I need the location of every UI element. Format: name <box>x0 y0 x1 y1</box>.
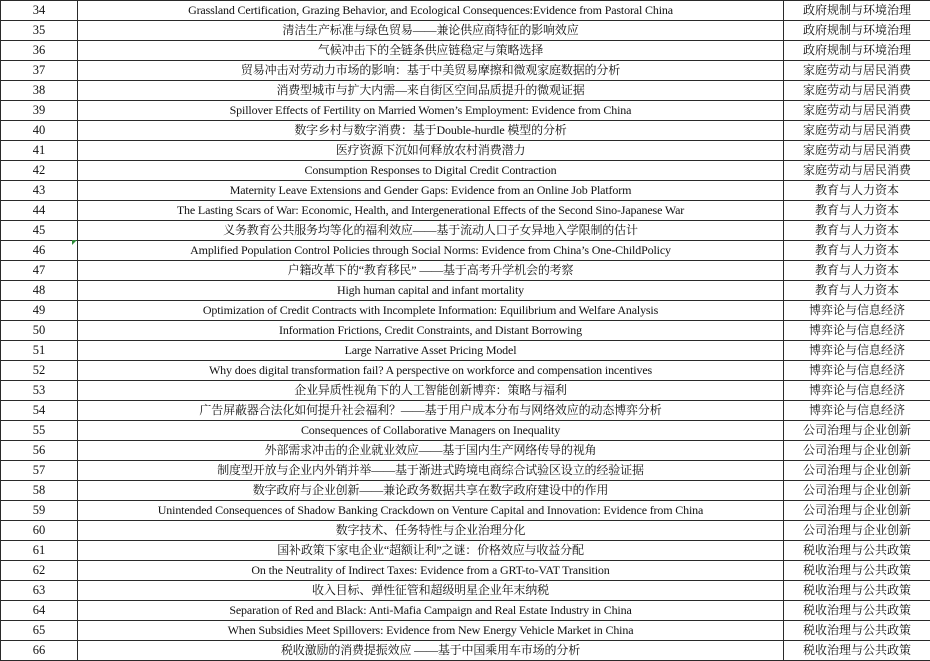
paper-title-cell[interactable]: When Subsidies Meet Spillovers: Evidence from New Energy Vehicle Market in China <box>78 621 784 641</box>
paper-title-cell[interactable]: 外部需求冲击的企业就业效应——基于国内生产网络传导的视角 <box>78 441 784 461</box>
row-number-cell[interactable]: 51 <box>1 341 78 361</box>
paper-title-cell[interactable]: Consumption Responses to Digital Credit Contraction <box>78 161 784 181</box>
paper-title-cell[interactable]: Separation of Red and Black: Anti-Mafia Campaign and Real Estate Industry in China <box>78 601 784 621</box>
paper-title-cell[interactable]: High human capital and infant mortality <box>78 281 784 301</box>
category-cell[interactable]: 税收治理与公共政策 <box>784 561 930 581</box>
table-row[interactable] <box>1 21 930 41</box>
table-row[interactable] <box>1 421 930 441</box>
paper-title-cell[interactable]: 数字乡村与数字消费：基于Double-hurdle 模型的分析 <box>78 121 784 141</box>
row-number-cell[interactable]: 45 <box>1 221 78 241</box>
category-cell[interactable]: 教育与人力资本 <box>784 241 930 261</box>
row-number-cell[interactable]: 52 <box>1 361 78 381</box>
paper-title-cell[interactable]: Consequences of Collaborative Managers on Inequality <box>78 421 784 441</box>
row-number-cell[interactable]: 54 <box>1 401 78 421</box>
paper-title-cell[interactable]: 清洁生产标准与绿色贸易——兼论供应商特征的影响效应 <box>78 21 784 41</box>
category-cell[interactable]: 政府规制与环境治理 <box>784 1 930 21</box>
row-number-cell[interactable]: 44 <box>1 201 78 221</box>
category-cell[interactable]: 公司治理与企业创新 <box>784 501 930 521</box>
category-cell[interactable]: 税收治理与公共政策 <box>784 621 930 641</box>
table-row[interactable] <box>1 181 930 201</box>
table-row[interactable] <box>1 401 930 421</box>
row-number-cell[interactable]: 60 <box>1 521 78 541</box>
paper-title-cell[interactable]: On the Neutrality of Indirect Taxes: Evidence from a GRT-to-VAT Transition <box>78 561 784 581</box>
paper-title-cell[interactable]: 义务教育公共服务均等化的福利效应——基于流动人口子女异地入学限制的估计 <box>78 221 784 241</box>
category-cell[interactable]: 教育与人力资本 <box>784 201 930 221</box>
row-number-cell[interactable]: 61 <box>1 541 78 561</box>
paper-title-cell[interactable]: 气候冲击下的全链条供应链稳定与策略选择 <box>78 41 784 61</box>
category-cell[interactable]: 公司治理与企业创新 <box>784 461 930 481</box>
table-row[interactable] <box>1 641 930 661</box>
category-cell[interactable]: 教育与人力资本 <box>784 221 930 241</box>
category-cell[interactable]: 博弈论与信息经济 <box>784 361 930 381</box>
row-number-cell[interactable]: 40 <box>1 121 78 141</box>
category-cell[interactable]: 税收治理与公共政策 <box>784 541 930 561</box>
table-row[interactable] <box>1 221 930 241</box>
category-cell[interactable]: 家庭劳动与居民消费 <box>784 101 930 121</box>
table-body <box>1 1 930 661</box>
paper-title-cell[interactable]: 企业异质性视角下的人工智能创新博弈：策略与福利 <box>78 381 784 401</box>
category-cell[interactable]: 家庭劳动与居民消费 <box>784 61 930 81</box>
paper-title-cell[interactable]: 数字技术、任务特性与企业治理分化 <box>78 521 784 541</box>
table-row[interactable] <box>1 101 930 121</box>
table-row[interactable] <box>1 481 930 501</box>
table-row[interactable] <box>1 361 930 381</box>
table-row[interactable] <box>1 121 930 141</box>
table-row[interactable] <box>1 41 930 61</box>
table-row[interactable] <box>1 81 930 101</box>
row-number-cell[interactable]: 63 <box>1 581 78 601</box>
category-cell[interactable]: 博弈论与信息经济 <box>784 321 930 341</box>
paper-title-cell[interactable]: 税收激励的消费提振效应 ——基于中国乘用车市场的分析 <box>78 641 784 661</box>
category-cell[interactable]: 家庭劳动与居民消费 <box>784 121 930 141</box>
category-cell[interactable]: 公司治理与企业创新 <box>784 521 930 541</box>
paper-title-cell[interactable]: Maternity Leave Extensions and Gender Gaps: Evidence from an Online Job Platform <box>78 181 784 201</box>
row-number-cell[interactable]: 55 <box>1 421 78 441</box>
category-cell[interactable]: 税收治理与公共政策 <box>784 601 930 621</box>
table-row[interactable] <box>1 461 930 481</box>
paper-title-cell[interactable]: 户籍改革下的“教育移民” ——基于高考升学机会的考察 <box>78 261 784 281</box>
table-row[interactable] <box>1 301 930 321</box>
paper-title-cell[interactable]: Optimization of Credit Contracts with Incomplete Information: Equilibrium and Welfare Analysis <box>78 301 784 321</box>
category-cell[interactable]: 税收治理与公共政策 <box>784 641 930 661</box>
row-number-cell[interactable]: 50 <box>1 321 78 341</box>
paper-title-cell[interactable]: Information Frictions, Credit Constraints, and Distant Borrowing <box>78 321 784 341</box>
paper-title-cell[interactable]: 国补政策下家电企业“超额让利”之谜：价格效应与收益分配 <box>78 541 784 561</box>
paper-title-cell[interactable]: Amplified Population Control Policies through Social Norms: Evidence from China’s One-ChildPolicy <box>78 241 784 261</box>
paper-title-cell[interactable]: 收入目标、弹性征管和超级明星企业年末纳税 <box>78 581 784 601</box>
paper-title-cell[interactable]: 广告屏蔽器合法化如何提升社会福利？——基于用户成本分布与网络效应的动态博弈分析 <box>78 401 784 421</box>
table-row[interactable] <box>1 161 930 181</box>
row-number-cell[interactable]: 38 <box>1 81 78 101</box>
category-cell[interactable]: 公司治理与企业创新 <box>784 421 930 441</box>
row-number-cell[interactable]: 53 <box>1 381 78 401</box>
paper-title-cell[interactable]: 贸易冲击对劳动力市场的影响：基于中美贸易摩擦和微观家庭数据的分析 <box>78 61 784 81</box>
row-number-cell[interactable]: 39 <box>1 101 78 121</box>
paper-title-cell[interactable]: Grassland Certification, Grazing Behavior, and Ecological Consequences:Evidence from Pastoral China <box>78 1 784 21</box>
table-row[interactable] <box>1 241 930 261</box>
category-cell[interactable]: 教育与人力资本 <box>784 261 930 281</box>
table-row[interactable] <box>1 541 930 561</box>
table-row[interactable] <box>1 1 930 21</box>
category-cell[interactable]: 博弈论与信息经济 <box>784 381 930 401</box>
row-number-cell[interactable]: 48 <box>1 281 78 301</box>
paper-title-cell[interactable]: The Lasting Scars of War: Economic, Health, and Intergenerational Effects of the Second Sino-Japanese War <box>78 201 784 221</box>
cell-comment-marker <box>72 240 77 245</box>
category-cell[interactable]: 税收治理与公共政策 <box>784 581 930 601</box>
row-number-cell[interactable]: 37 <box>1 61 78 81</box>
table-row[interactable] <box>1 521 930 541</box>
paper-title-cell[interactable]: 数字政府与企业创新——兼论政务数据共享在数字政府建设中的作用 <box>78 481 784 501</box>
row-number-cell[interactable]: 59 <box>1 501 78 521</box>
table-row[interactable] <box>1 501 930 521</box>
table-row[interactable] <box>1 321 930 341</box>
row-number-cell[interactable]: 35 <box>1 21 78 41</box>
row-number-cell[interactable]: 47 <box>1 261 78 281</box>
table-row[interactable] <box>1 601 930 621</box>
row-number-cell[interactable]: 41 <box>1 141 78 161</box>
category-cell[interactable]: 公司治理与企业创新 <box>784 441 930 461</box>
paper-title-cell[interactable]: Large Narrative Asset Pricing Model <box>78 341 784 361</box>
table-row[interactable] <box>1 621 930 641</box>
paper-title-cell[interactable]: 制度型开放与企业内外销并举——基于渐进式跨境电商综合试验区设立的经验证据 <box>78 461 784 481</box>
category-cell[interactable]: 博弈论与信息经济 <box>784 301 930 321</box>
category-cell[interactable]: 家庭劳动与居民消费 <box>784 81 930 101</box>
row-number-cell[interactable]: 66 <box>1 641 78 661</box>
table-row[interactable] <box>1 61 930 81</box>
row-number-cell[interactable]: 57 <box>1 461 78 481</box>
row-number-cell[interactable]: 49 <box>1 301 78 321</box>
row-number-cell[interactable]: 36 <box>1 41 78 61</box>
table-row[interactable] <box>1 341 930 361</box>
table-row[interactable] <box>1 381 930 401</box>
category-cell[interactable]: 博弈论与信息经济 <box>784 341 930 361</box>
table-row[interactable] <box>1 441 930 461</box>
category-cell[interactable]: 教育与人力资本 <box>784 281 930 301</box>
category-cell[interactable]: 政府规制与环境治理 <box>784 21 930 41</box>
paper-title-cell[interactable]: Spillover Effects of Fertility on Married Women’s Employment: Evidence from China <box>78 101 784 121</box>
table-row[interactable] <box>1 581 930 601</box>
row-number-cell[interactable]: 46 <box>1 241 78 261</box>
table-row[interactable] <box>1 561 930 581</box>
row-number-cell[interactable]: 62 <box>1 561 78 581</box>
row-number-cell[interactable]: 43 <box>1 181 78 201</box>
paper-title-cell[interactable]: 消费型城市与扩大内需—来自街区空间品质提升的微观证据 <box>78 81 784 101</box>
category-cell[interactable]: 博弈论与信息经济 <box>784 401 930 421</box>
category-cell[interactable]: 教育与人力资本 <box>784 181 930 201</box>
row-number-cell[interactable]: 64 <box>1 601 78 621</box>
row-number-cell[interactable]: 34 <box>1 1 78 21</box>
row-number-cell[interactable]: 65 <box>1 621 78 641</box>
paper-title-cell[interactable]: Why does digital transformation fail? A perspective on workforce and compensation incentives <box>78 361 784 381</box>
category-cell[interactable]: 政府规制与环境治理 <box>784 41 930 61</box>
table-row[interactable] <box>1 201 930 221</box>
paper-title-cell[interactable]: 医疗资源下沉如何释放农村消费潜力 <box>78 141 784 161</box>
row-number-cell[interactable]: 56 <box>1 441 78 461</box>
table-row[interactable] <box>1 261 930 281</box>
row-number-cell[interactable]: 42 <box>1 161 78 181</box>
category-cell[interactable]: 公司治理与企业创新 <box>784 481 930 501</box>
paper-title-cell[interactable]: Unintended Consequences of Shadow Banking Crackdown on Venture Capital and Innovation: Evidence from China <box>78 501 784 521</box>
table-row[interactable] <box>1 281 930 301</box>
category-cell[interactable]: 家庭劳动与居民消费 <box>784 141 930 161</box>
table-row[interactable] <box>1 141 930 161</box>
row-number-cell[interactable]: 58 <box>1 481 78 501</box>
category-cell[interactable]: 家庭劳动与居民消费 <box>784 161 930 181</box>
